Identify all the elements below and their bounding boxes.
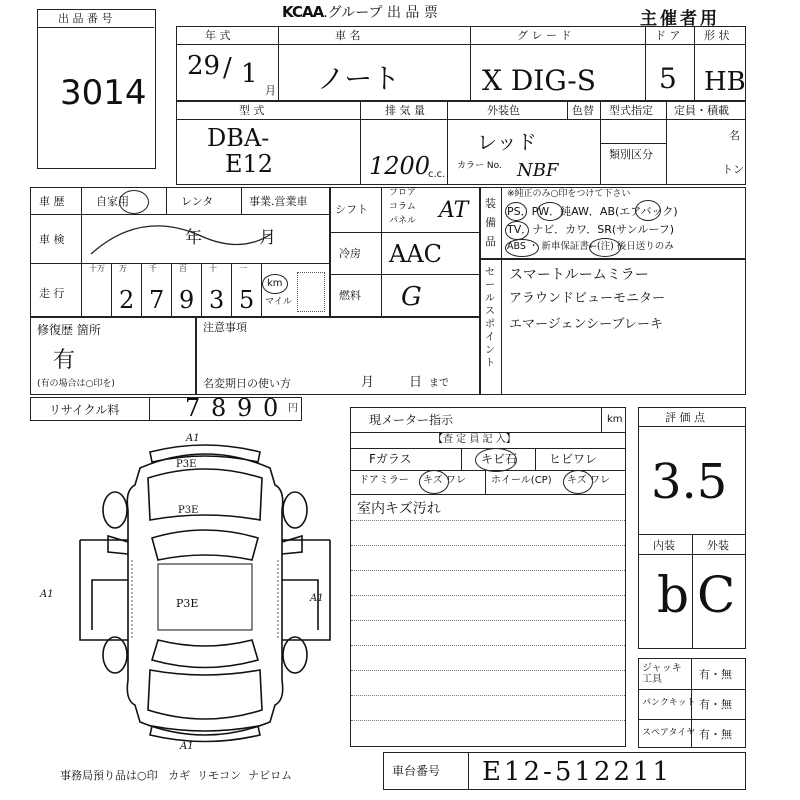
history-rental: レンタ: [181, 195, 214, 208]
shift-label: シフト: [335, 203, 368, 216]
history-block: [30, 187, 330, 317]
exhibit-number-box: [37, 9, 156, 169]
recycle-fee-block: [30, 394, 302, 422]
mile-checkbox[interactable]: [297, 272, 325, 312]
navi-label: ナビロム: [248, 769, 293, 782]
hibiware-label: ヒビワレ: [549, 452, 598, 466]
score-label: 評 価 点: [665, 411, 705, 424]
sales-point-item: アラウンドビューモニター: [509, 291, 666, 306]
digit-label: 一: [239, 264, 247, 273]
displacement-value: 1200: [369, 152, 431, 180]
equipment-note: ※純正のみ○印をつけて下さい: [507, 189, 631, 199]
history-private: 自家用: [96, 195, 129, 208]
type-designation-label: 型式指定: [609, 104, 653, 117]
model-value-1: DBA-: [207, 124, 270, 152]
chassis-block: [383, 752, 746, 790]
wheel-label: ホイール(CP): [491, 475, 552, 486]
mileage-label: 走 行: [39, 287, 65, 300]
color-no-label: カラー No.: [457, 161, 502, 171]
jack-label: ジャッキ 工具: [642, 663, 682, 685]
puncture-label: パンクキット: [642, 698, 696, 708]
notes-label: 注意事項: [203, 321, 247, 334]
shift-floor: フロア: [389, 188, 417, 198]
shift-block: [330, 187, 480, 317]
equipment-label: 装備品: [485, 197, 496, 248]
tv-circle: [505, 221, 529, 240]
f-glass-label: Fガラス: [369, 452, 412, 466]
spare-label: スペアタイヤ: [642, 728, 696, 738]
history-label: 車 歴: [39, 195, 65, 208]
deadline-label: 名変期日の使い方: [203, 377, 291, 390]
right-side-panel: [282, 540, 330, 640]
office-items: [60, 767, 292, 783]
right-mirror: [282, 536, 302, 554]
car-body-outline: [127, 454, 282, 735]
dmg-a1-left: A1: [40, 589, 54, 600]
month-value: 1: [241, 59, 258, 89]
door-mirror-kizu: キズ ワレ: [423, 475, 466, 486]
dmg-a1-top: A1: [186, 433, 200, 444]
repair-label: 修復歴 箇所: [37, 323, 101, 337]
model-label: 型 式: [239, 104, 265, 117]
dmg-p3e-top: P3E: [176, 459, 197, 470]
ac-value: AAC: [389, 240, 443, 268]
km-circle: [262, 274, 288, 294]
organizer-label: 主催者用: [640, 9, 720, 29]
month-unit: 月: [265, 84, 276, 97]
interior-value: b: [657, 566, 690, 624]
mileage-digit: 5: [239, 286, 255, 314]
digit-label: 万: [119, 264, 127, 273]
rear-right-wheel: [283, 637, 307, 673]
front-left-wheel: [103, 492, 127, 528]
door-mirror-label: ドアミラー: [359, 475, 409, 486]
shape-value: HB: [704, 67, 746, 97]
sales-points-block: [480, 259, 746, 395]
hood: [148, 469, 262, 520]
fuel-value: G: [401, 282, 422, 312]
history-business: 事業.営業車: [249, 195, 308, 208]
shift-column: コラム: [389, 202, 416, 212]
rear-glass: [152, 640, 258, 668]
shift-value: AT: [439, 198, 469, 223]
door-label: ド ア: [655, 29, 681, 42]
dmg-p3e-hood: P3E: [178, 505, 199, 516]
sales-points-label: セールスポイント: [485, 267, 495, 369]
car-diagram: [70, 430, 340, 760]
color-label: 外装色: [487, 104, 520, 117]
class-label: 類別区分: [609, 148, 653, 161]
spare-yes-no: 有・無: [699, 728, 732, 741]
color-change-label: 色替: [572, 104, 594, 117]
mileage-digit: 2: [119, 286, 135, 314]
displacement-unit: c.c.: [428, 169, 446, 180]
inspection-month-unit: 月: [259, 228, 276, 248]
year-label: 年 式: [205, 29, 231, 42]
score-value: 3.5: [651, 454, 728, 510]
kibi-label: キビ石: [481, 452, 518, 466]
dmg-a1-bottom: A1: [180, 741, 194, 752]
fuel-label: 燃料: [339, 289, 361, 302]
shape-label: 形 状: [704, 29, 730, 42]
deadline-day: 日: [409, 375, 423, 390]
puncture-yes-no: 有・無: [699, 698, 732, 711]
recycle-digit: 9: [237, 394, 253, 422]
meter-label: 現メーター指示: [369, 413, 454, 427]
items-block: [638, 658, 746, 748]
inspection-year-unit: 年: [185, 228, 202, 248]
abs-circle: [505, 239, 539, 257]
exterior-label: 外装: [707, 539, 729, 552]
recycle-digit: 7: [185, 394, 201, 422]
door-value: 5: [659, 62, 677, 95]
vehicle-row-1: [176, 26, 746, 101]
form-title: [282, 2, 438, 22]
capacity-label: 定員・積載: [674, 104, 729, 117]
deadline-until: まで: [429, 378, 449, 389]
exhibit-number: 3014: [60, 73, 147, 113]
exhibit-number-label: 出 品 番 号: [58, 12, 113, 25]
wheel-kizu-circle: [563, 470, 593, 494]
windshield: [152, 530, 258, 560]
key-label: カギ: [168, 769, 191, 782]
digit-label: 千: [149, 264, 157, 273]
group-title: .グループ 出 品 票: [323, 5, 438, 21]
dmg-p3e-roof: P3E: [176, 597, 199, 610]
color-value: レッド: [477, 130, 537, 154]
digit-label: 百: [179, 264, 187, 273]
dmg-a1-right: A1: [310, 593, 324, 604]
kibi-circle: [475, 448, 517, 472]
color-no-value: NBF: [517, 160, 559, 181]
wheel-kizu: キズ ワレ: [567, 475, 610, 486]
sales-point-item: スマートルームミラー: [509, 267, 649, 283]
mileage-digit: 9: [179, 286, 195, 314]
interior-label: 内装: [653, 539, 675, 552]
digit-label: 十: [209, 264, 217, 273]
sales-point-item: エマージェンシーブレーキ: [509, 317, 663, 332]
rear-left-wheel: [103, 637, 127, 673]
capacity-unit-persons: 名: [729, 129, 740, 142]
mileage-digit: 3: [209, 286, 225, 314]
year-value: 29: [187, 51, 221, 81]
pw-circle: [537, 202, 563, 221]
model-value-2: E12: [225, 150, 274, 178]
notes-block: [196, 317, 480, 395]
equipment-line-1: PS．PW．純AW．AB(エアバック): [507, 205, 678, 218]
shift-panel: パネル: [389, 216, 417, 226]
equipment-line-2: TV．ナビ．カワ．SR(サンルーフ): [507, 223, 675, 236]
capacity-unit-tons: トン: [722, 163, 744, 176]
vehicle-row-2: [176, 101, 746, 185]
mile-label: マイル: [265, 297, 292, 307]
left-side-panel: [80, 540, 128, 640]
history-private-circle: [119, 190, 149, 214]
chassis-label: 車台番号: [392, 764, 441, 778]
chassis-value: E12-512211: [482, 757, 673, 787]
equipment-block: [480, 187, 746, 259]
name-label: 車 名: [335, 29, 361, 42]
displacement-label: 排 気 量: [385, 104, 425, 117]
ps-circle: [505, 202, 527, 221]
front-right-wheel: [283, 492, 307, 528]
office-note: 事務局預り品は○印: [60, 769, 158, 782]
inspection-label: 車 検: [39, 233, 65, 246]
year-slash: /: [223, 53, 232, 83]
exterior-value: C: [697, 566, 736, 624]
left-mirror: [108, 536, 128, 554]
deadline-month: 月: [361, 375, 375, 390]
trunk: [148, 670, 262, 719]
digit-label: 十万: [89, 264, 105, 273]
recycle-label: リサイクル料: [49, 403, 120, 417]
meter-unit: km: [607, 414, 623, 425]
grade-value: X DIG-S: [482, 64, 596, 97]
ab-circle: [635, 200, 661, 221]
car-name-value: ノート: [317, 62, 401, 95]
kcaa-logo: KCAA: [282, 3, 324, 21]
repair-history-block: [30, 317, 196, 395]
recycle-unit: 円: [288, 403, 298, 414]
km-label: km: [267, 278, 283, 289]
grade-label: グ レ ー ド: [517, 29, 572, 42]
equipment-line-3: ABS ・ 新車保証書←(注) 後日送りのみ: [507, 241, 674, 252]
remote-label: リモコン: [197, 769, 242, 782]
inspector-remark: 室内キズ汚れ: [357, 501, 441, 517]
warranty-circle: [589, 238, 621, 257]
roof: [158, 564, 252, 630]
rear-bumper: [150, 726, 260, 742]
ac-label: 冷房: [339, 247, 361, 260]
door-mirror-kizu-circle: [419, 470, 449, 494]
repair-value: 有: [53, 348, 76, 373]
recycle-digit: 0: [263, 394, 279, 422]
inspector-header: 【査 定 員 記 入】: [433, 434, 516, 445]
recycle-digit: 8: [211, 394, 227, 422]
inspector-block: [350, 407, 626, 747]
repair-note: (有の場合は○印を): [37, 379, 115, 389]
score-block: [638, 407, 746, 649]
mileage-digit: 7: [149, 286, 165, 314]
inspection-strike-icon: [81, 214, 329, 263]
jack-yes-no: 有・無: [699, 668, 732, 681]
